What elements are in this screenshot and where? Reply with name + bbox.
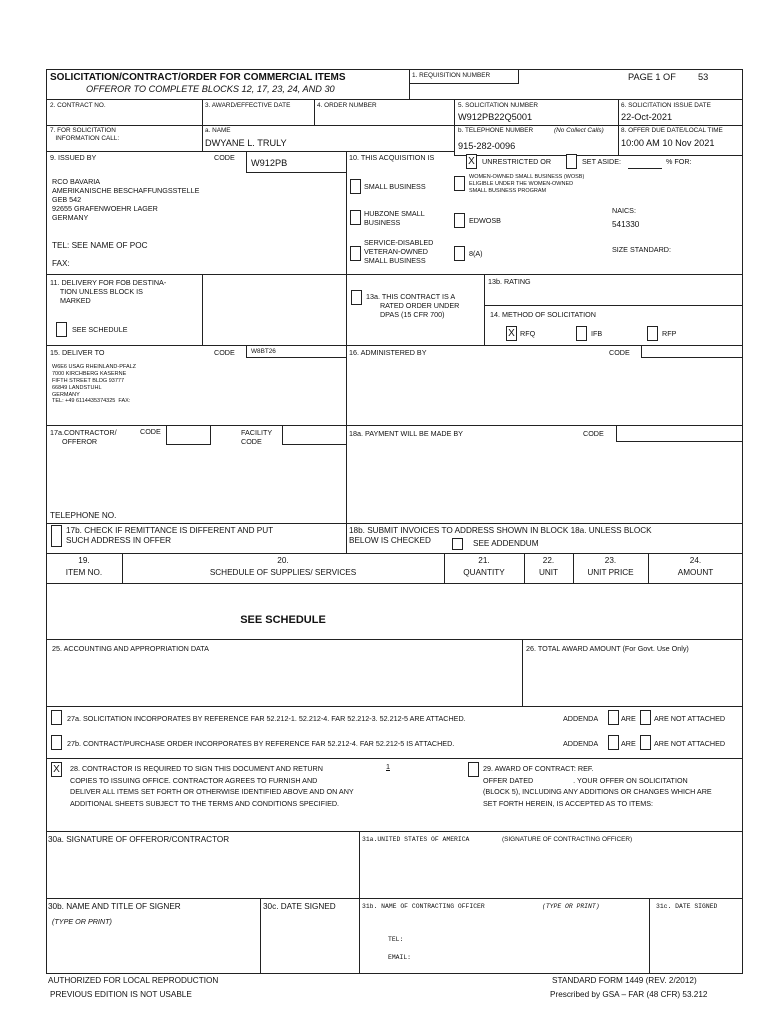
sdvosb-label: SERVICE-DISABLED VETERAN-OWNED SMALL BUSINESS	[364, 238, 434, 265]
issued-code: W912PB	[251, 158, 288, 168]
tel-label: TEL:	[388, 936, 404, 943]
issued-code-label: CODE	[214, 153, 235, 162]
due-date-label: 8. OFFER DUE DATE/LOCAL TIME	[621, 127, 723, 134]
rated-order-label: 13a. THIS CONTRACT IS A RATED ORDER UNDER DPAS (15 CFR 700)	[366, 292, 460, 319]
29-text: 29. AWARD OF CONTRACT: REF. OFFER DATED . YOUR OFFER ON SOLICITATION (BLOCK 5), INCLUDING ANY ADDITIONS OR CHANGES WHICH ARE SET FORTH HEREIN, IS ACCEPTED AS TO ITEMS:	[483, 764, 712, 808]
rfq-checkbox[interactable]: X	[506, 326, 517, 341]
issue-date: 22-Oct-2021	[621, 112, 673, 122]
phone-label: b. TELEPHONE NUMBER	[458, 127, 534, 134]
31a-signature-label: (SIGNATURE OF CONTRACTING OFFICER)	[502, 836, 633, 843]
delivery-fob-label: 11. DELIVERY FOR FOB DESTINA- TION UNLESS BLOCK IS MARKED	[50, 278, 167, 305]
deliver-code-label: CODE	[214, 348, 235, 357]
issue-date-label: 6. SOLICITATION ISSUE DATE	[621, 102, 711, 109]
issued-fax: FAX:	[52, 259, 70, 268]
payment-code-label: CODE	[583, 429, 604, 438]
27b-are: ARE	[621, 739, 636, 748]
col-22-num: 22.	[542, 556, 555, 565]
set-aside-checkbox[interactable]	[566, 154, 577, 169]
rated-order-checkbox[interactable]	[351, 290, 362, 305]
naics-code: 541330	[612, 220, 640, 229]
phone-number: 915-282-0096	[458, 141, 516, 151]
set-aside-label: SET ASIDE:	[582, 157, 622, 166]
order-number-label: 4. ORDER NUMBER	[317, 102, 377, 109]
poc-name-label: a. NAME	[205, 127, 231, 134]
hubzone-label: HUBZONE SMALL BUSINESS	[364, 209, 425, 227]
rfp-checkbox[interactable]	[647, 326, 658, 341]
wosb-checkbox[interactable]	[454, 176, 465, 191]
27b-addenda: ADDENDA	[563, 739, 599, 748]
edwosb-label: EDWOSB	[469, 216, 501, 225]
unrestricted-label: UNRESTRICTED OR	[482, 157, 552, 166]
hubzone-checkbox[interactable]	[350, 210, 361, 225]
addendum-checkbox[interactable]	[452, 538, 463, 550]
27b-text: 27b. CONTRACT/PURCHASE ORDER INCORPORATES BY REFERENCE FAR 52.212-4. FAR 52.212-5 IS ATTACHED.	[67, 739, 455, 748]
27b-are-checkbox[interactable]	[608, 735, 619, 750]
30b-sub: (TYPE OR PRINT)	[52, 917, 112, 926]
30a-label: 30a. SIGNATURE OF OFFEROR/CONTRACTOR	[48, 835, 230, 844]
administered-by-label: 16. ADMINISTERED BY	[349, 348, 427, 357]
accounting-label: 25. ACCOUNTING AND APPROPRIATION DATA	[52, 644, 209, 653]
form-title: SOLICITATION/CONTRACT/ORDER FOR COMMERCIAL ITEMS	[50, 72, 346, 83]
wosb-label: WOMEN-OWNED SMALL BUSINESS (WOSB) ELIGIBLE UNDER THE WOMEN-OWNED SMALL BUSINESS PROGRAM	[469, 174, 585, 194]
payment-by-label: 18a. PAYMENT WILL BE MADE BY	[349, 429, 463, 438]
col-21-label: QUANTITY	[463, 568, 505, 577]
acquisition-label: 10. THIS ACQUISITION IS	[349, 153, 435, 162]
naics-label: NAICS:	[612, 206, 636, 215]
page-label: PAGE 1 OF	[628, 72, 676, 82]
remittance-label: 17b. CHECK IF REMITTANCE IS DIFFERENT AND PUT SUCH ADDRESS IN OFFER	[66, 526, 274, 546]
payment-code-box	[616, 425, 743, 442]
8a-checkbox[interactable]	[454, 246, 465, 261]
28-text: 28. CONTRACTOR IS REQUIRED TO SIGN THIS DOCUMENT AND RETURN COPIES TO ISSUING OFFICE. CONTRACTOR AGREES TO FURNISH AND DELIVER ALL ITEMS SET FORTH OR OTHERWISE IDENTIFIED ABOVE AND ON ANY ADDITIONAL SHEETS SUBJECT TO THE TERMS AND CONDITIONS SPECIFIED.	[70, 764, 354, 808]
solicitation-info-label: 7. FOR SOLICITATION INFORMATION CALL:	[50, 127, 120, 142]
issued-address: RCO BAVARIA AMERIKANISCHE BESCHAFFUNGSSTELLE GEB 542 92655 GRAFENWOEHR LAGER GERMANY	[52, 177, 200, 222]
col-24-num: 24.	[689, 556, 702, 565]
deliver-to-label: 15. DELIVER TO	[50, 348, 105, 357]
col-20-num: 20.	[277, 556, 289, 565]
sdvosb-checkbox[interactable]	[350, 246, 361, 261]
solicitation-number: W912PB22Q5001	[458, 112, 533, 122]
ifb-checkbox[interactable]	[576, 326, 587, 341]
form-subtitle: OFFEROR TO COMPLETE BLOCKS 12, 17, 23, 24, AND 30	[86, 84, 335, 94]
31a-label: 31a.UNITED STATES OF AMERICA	[362, 836, 470, 843]
schedule-note: SEE SCHEDULE	[240, 614, 326, 626]
contractor-telephone-label: TELEPHONE NO.	[50, 511, 117, 520]
pct-for-label: % FOR:	[666, 157, 692, 166]
edwosb-checkbox[interactable]	[454, 213, 465, 228]
facility-code-box	[282, 425, 346, 445]
col-20-label: SCHEDULE OF SUPPLIES/ SERVICES	[209, 568, 357, 577]
see-schedule-label: SEE SCHEDULE	[72, 325, 128, 334]
8a-label: 8(A)	[469, 249, 483, 258]
small-business-checkbox[interactable]	[350, 179, 361, 194]
footer-right-2: Prescribed by GSA – FAR (48 CFR) 53.212	[550, 990, 708, 999]
rfq-label: RFQ	[520, 329, 536, 338]
27a-are-not: ARE NOT ATTACHED	[654, 714, 726, 723]
total-award-label: 26. TOTAL AWARD AMOUNT (For Govt. Use Only)	[526, 644, 689, 653]
31c-label: 31c. DATE SIGNED	[656, 903, 718, 910]
facility-code-label: FACILITY CODE	[241, 428, 273, 446]
solicitation-number-label: 5. SOLICITATION NUMBER	[458, 102, 539, 109]
27b-are-not: ARE NOT ATTACHED	[654, 739, 726, 748]
deliver-code: W8BT26	[251, 348, 276, 355]
col-21-num: 21.	[478, 556, 490, 565]
submit-invoices-label: 18b. SUBMIT INVOICES TO ADDRESS SHOWN IN BLOCK 18a. UNLESS BLOCK BELOW IS CHECKED	[349, 526, 652, 546]
method-label: 14. METHOD OF SOLICITATION	[490, 310, 596, 319]
27b-are-not-checkbox[interactable]	[640, 735, 651, 750]
contractor-code-box	[166, 425, 211, 445]
poc-name: DWYANE L. TRULY	[205, 138, 287, 148]
27a-text: 27a. SOLICITATION INCORPORATES BY REFERENCE FAR 52.212-1. 52.212-4. FAR 52.212-3. 52.212-5 ARE ATTACHED.	[67, 714, 466, 723]
due-date: 10:00 AM 10 Nov 2021	[621, 138, 715, 148]
27a-checkbox[interactable]	[51, 710, 62, 725]
30b-label: 30b. NAME AND TITLE OF SIGNER	[48, 902, 181, 911]
27a-addenda: ADDENDA	[563, 714, 599, 723]
28-copies: 1	[386, 762, 390, 771]
30c-label: 30c. DATE SIGNED	[263, 902, 336, 911]
col-23-num: 23.	[604, 556, 617, 565]
contractor-code-label: CODE	[140, 427, 161, 436]
small-business-label: SMALL BUSINESS	[364, 182, 426, 191]
27a-are: ARE	[621, 714, 636, 723]
contract-no-label: 2. CONTRACT NO.	[50, 102, 106, 109]
issued-tel: TEL: SEE NAME OF POC	[52, 241, 148, 250]
page-total: 53	[698, 72, 709, 82]
rfp-label: RFP	[662, 329, 677, 338]
rating-label: 13b. RATING	[488, 277, 531, 286]
27a-are-not-checkbox[interactable]	[640, 710, 651, 725]
footer-right-1: STANDARD FORM 1449 (REV. 2/2012)	[552, 976, 697, 985]
addendum-label: SEE ADDENDUM	[473, 539, 539, 548]
footer-left-1: AUTHORIZED FOR LOCAL REPRODUCTION	[48, 976, 219, 985]
size-standard-label: SIZE STANDARD:	[612, 245, 671, 254]
email-label: EMAIL:	[388, 954, 412, 961]
29-checkbox[interactable]	[468, 762, 479, 777]
col-23-label: UNIT PRICE	[587, 568, 634, 577]
col-24-label: AMOUNT	[677, 568, 714, 577]
requisition-label: 1. REQUISITION NUMBER	[412, 72, 491, 79]
col-19-label: ITEM NO.	[65, 568, 103, 577]
administered-code-label: CODE	[609, 348, 630, 357]
31b-sub: (TYPE OR PRINT)	[542, 903, 600, 910]
footer-left-2: PREVIOUS EDITION IS NOT USABLE	[50, 990, 192, 999]
unrestricted-checkbox[interactable]: X	[466, 154, 477, 169]
award-date-label: 3. AWARD/EFFECTIVE DATE	[205, 102, 291, 109]
col-22-label: UNIT	[538, 568, 559, 577]
31b-label: 31b. NAME OF CONTRACTING OFFICER	[362, 903, 485, 910]
28-checkbox[interactable]: X	[51, 762, 62, 777]
see-schedule-checkbox[interactable]	[56, 322, 67, 337]
27b-checkbox[interactable]	[51, 735, 62, 750]
remittance-checkbox[interactable]	[51, 525, 62, 547]
col-19-num: 19.	[78, 556, 90, 565]
administered-code-box	[641, 345, 743, 358]
phone-note: (No Collect Calls)	[554, 127, 604, 134]
contractor-label: 17a.CONTRACTOR/ OFFEROR	[50, 428, 117, 446]
deliver-address: W6E6 USAG RHEINLAND-PFALZ 7000 KIRCHBERG KASERNE FIFTH STREET BLDG 93777 66849 LANDSTUHL GERMANY TEL: +49 6114435374325 FAX:	[52, 364, 137, 405]
sf1449-form	[46, 69, 743, 974]
27a-are-checkbox[interactable]	[608, 710, 619, 725]
issued-by-label: 9. ISSUED BY	[50, 153, 97, 162]
ifb-label: IFB	[591, 329, 603, 338]
